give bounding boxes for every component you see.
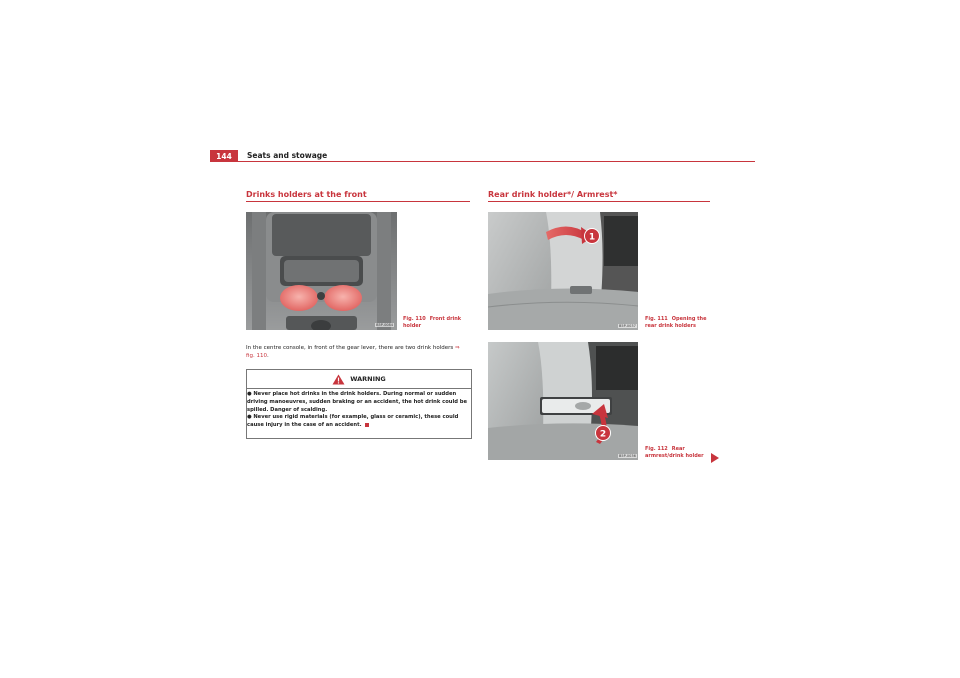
warning-item-2-text: Never use rigid materials (for example, glass or ceramic), these could cause injury in the case of an accident. bbox=[247, 414, 459, 429]
figure-111-code: B5P-0037 bbox=[619, 324, 636, 328]
next-page-arrow-icon[interactable] bbox=[711, 453, 719, 463]
figure-112-image bbox=[488, 342, 638, 460]
figure-110-caption-text: Front drink holder bbox=[403, 316, 462, 329]
warning-text bbox=[247, 391, 469, 430]
warning-header bbox=[247, 370, 471, 389]
warning-triangle-icon bbox=[332, 374, 345, 385]
warning-box bbox=[246, 369, 472, 439]
warning-item-2: ● Never use rigid materials (for example, glass or ceramic), these could cause injury in the case of an accident. bbox=[247, 414, 459, 429]
callout-1: 1 bbox=[588, 232, 596, 243]
callout-2: 2 bbox=[599, 429, 607, 440]
warning-item-1-text: Never place hot drinks in the drink holders. During normal or sudden driving manoeuvres, sudden braking or an accident, the hot drink could be spilled. Danger of scalding. bbox=[247, 391, 467, 413]
figure-111-caption-text: Opening the rear drink holders bbox=[645, 316, 707, 329]
section-rule-left bbox=[246, 201, 470, 202]
warning-item-1: ● Never place hot drinks in the drink holders. During normal or sudden driving manoeuvres, sudden braking or an accident, the hot drink could be spilled. Danger of scalding. bbox=[247, 391, 467, 413]
page-number: 144 bbox=[210, 150, 238, 162]
section-rule-right bbox=[488, 201, 710, 202]
figure-111-number: Fig. 111 bbox=[645, 316, 668, 322]
figure-111-image bbox=[488, 212, 638, 330]
figure-112-number: Fig. 112 bbox=[645, 446, 668, 452]
front-holders-text-end: . bbox=[266, 353, 269, 359]
figure-112-caption-text: Rear armrest/drink holder bbox=[645, 446, 704, 459]
header-rule bbox=[210, 161, 755, 162]
chapter-title: Seats and stowage bbox=[247, 151, 328, 160]
warning-title: WARNING bbox=[350, 375, 386, 383]
figure-110-caption bbox=[403, 316, 465, 329]
figure-110-code: B5P-0084 bbox=[376, 323, 393, 327]
figure-111-caption bbox=[645, 316, 707, 329]
figure-110-reference[interactable]: ⇒ fig. 110 bbox=[246, 345, 460, 359]
front-holders-text: In the centre console, in front of the gear lever, there are two drink holders bbox=[246, 345, 454, 351]
figure-110-number: Fig. 110 bbox=[403, 316, 426, 322]
figure-112-code: B5P-0036 bbox=[619, 454, 636, 458]
front-holders-body bbox=[246, 344, 470, 360]
figure-112-caption bbox=[645, 446, 707, 459]
section-title-rear-drink-holder: Rear drink holder*/ Armrest* bbox=[488, 190, 618, 199]
figure-110-image bbox=[246, 212, 397, 330]
section-end-mark bbox=[365, 423, 369, 427]
section-title-front-drink-holders: Drinks holders at the front bbox=[246, 190, 367, 199]
